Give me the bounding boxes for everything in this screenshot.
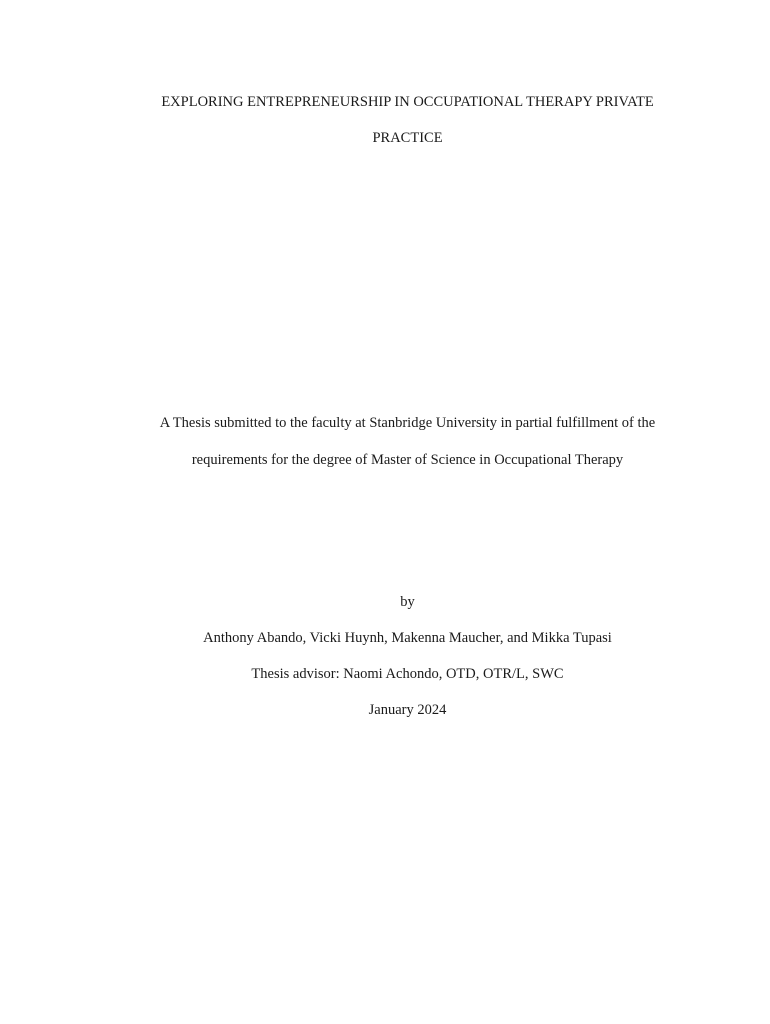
submission-statement-line-1: A Thesis submitted to the faculty at Stanbridge University in partial fulfillment of the — [159, 415, 656, 431]
authors: Anthony Abando, Vicki Huynh, Makenna Maucher, and Mikka Tupasi — [203, 630, 612, 646]
by-label: by — [400, 594, 415, 610]
submission-statement-line-2: requirements for the degree of Master of Science in Occupational Therapy — [191, 452, 624, 468]
thesis-advisor: Thesis advisor: Naomi Achondo, OTD, OTR/L, SWC — [251, 666, 564, 682]
title-line-1: EXPLORING ENTREPRENEURSHIP IN OCCUPATIONAL THERAPY PRIVATE — [161, 94, 654, 110]
title-line-2: PRACTICE — [372, 130, 443, 146]
submission-date: January 2024 — [368, 702, 447, 718]
